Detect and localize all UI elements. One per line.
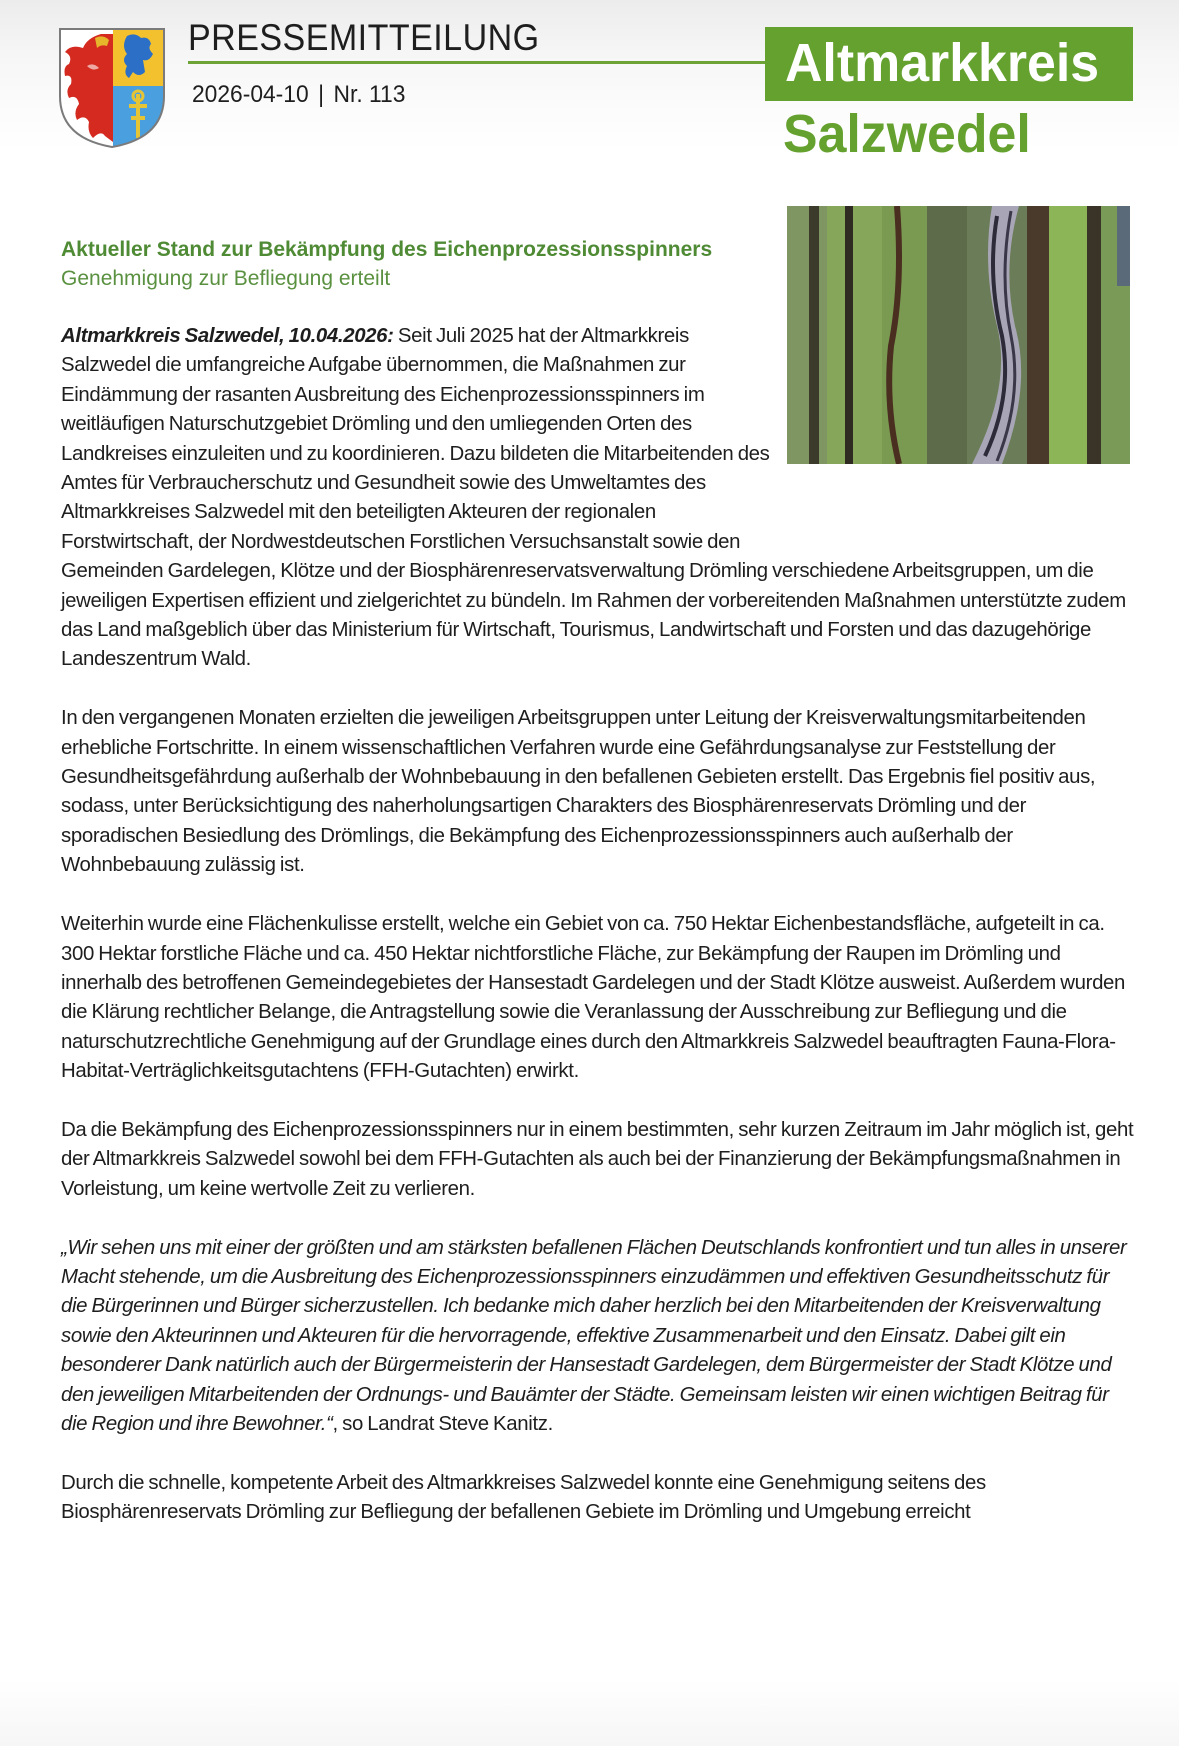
letterhead: [0, 0, 1179, 180]
photo-placeholder: [776, 322, 1136, 552]
brand-logo-line1: Altmarkkreis: [785, 33, 1100, 93]
press-release-meta: [192, 81, 405, 109]
article-headline: Aktueller Stand zur Bekämpfung des Eichenprozessionsspinners: [61, 238, 713, 261]
article-paragraph-3: Weiterhin wurde eine Flächenkulisse erstellt, welche ein Gebiet von ca. 750 Hektar Eichenbestandsfläche, aufgeteilt in ca. 300 Hektar forstliche Fläche und ca. 450 Hektar nichtforstliche Fläche, zur Bekämpfung der Raupen im Drömling und innerhalb des betroffenen Gemeindegebietes der Hansestadt Gardelegen und der Stadt Klötze ausweist. Außerdem wurden die Klärung rechtlicher Belange, die Antragstellung sowie die Veranlassung der Ausschreibung zur Befliegung und die naturschutzrechtliche Genehmigung auf der Grundlage eines durch den Altmarkkreis Salzwedel beauftragten Fauna-Flora-Habitat-Verträglichkeitsgutachtens (FFH-Gutachten) erwirkt.: [61, 913, 1126, 1083]
quote-attribution: , so Landrat Steve Kanitz.: [332, 1412, 553, 1435]
brand-logo-line2: Salzwedel: [783, 104, 1031, 164]
header-divider: [188, 61, 768, 64]
article-closing-paragraph: Durch die schnelle, kompetente Arbeit des Altmarkkreises Salzwedel konnte eine Genehmigung seitens des Biosphärenreservats Drömling zur Befliegung der befallenen Gebiete im Drömling und Umgebung erreicht: [61, 1471, 986, 1524]
paragraph-text: Seit Juli 2025 hat der Altmarkkreis Salzwedel die umfangreiche Aufgabe übernommen, die Maßnahmen zur Eindämmung der rasanten Ausbreitung des Eichenprozessionsspinners im weitläufigen Naturschutzgebiet Drömling und den umliegenden Orten des Landkreises einzuleiten und zu koordinieren. Dazu bildeten die Mitarbeitenden des Amtes für Verbraucherschutz und Gesundheit sowie des Umweltamtes des Altmarkkreises Salzwedel mit den beteiligten Akteuren der regionalen Forstwirtschaft, der Nordwestdeutschen Forstlichen Versuchsanstalt sowie den Gemeinden Gardelegen, Klötze und der Biosphärenreservatsverwaltung Drömling verschiedene Arbeitsgruppen, um die jeweiligen Expertisen effizient und zielgerichtet zu bündeln. Im Rahmen der vorbereitenden Maßnahmen unterstützte zudem das Land maßgeblich über das Ministerium für Wirtschaft, Tourismus, Landwirtschaft und Forsten und das dazugehörige Landeszentrum Wald.: [61, 325, 1126, 671]
article-subheadline: Genehmigung zur Befliegung erteilt: [61, 267, 391, 290]
release-number: Nr. 113: [333, 81, 406, 108]
quote-text: „Wir sehen uns mit einer der größten und am stärksten befallenen Flächen Deutschlands konfrontiert und tun alles in unserer Macht stehende, um die Ausbreitung des Eichenprozessionsspinners einzudämmen und effektiven Gesundheitsschutz für die Bürgerinnen und Bürger sicherzustellen. Ich bedanke mich daher herzlich bei den Mitarbeitenden der Kreisverwaltung sowie den Akteurinnen und Akteuren für die hervorragende, effektive Zusammenarbeit und den Einsatz. Dabei gilt ein besonderer Dank natürlich auch der Bürgermeisterin der Hansestadt Gardelegen, dem Bürgermeister der Stadt Klötze und den jeweiligen Mitarbeitenden der Ordnungs- und Bauämter der Städte. Gemeinsam leisten wir einen wichtigen Beitrag für die Region und ihre Bewohner.“: [61, 1236, 1127, 1435]
release-date: 2026-04-10: [192, 81, 309, 108]
article-paragraph-4: Da die Bekämpfung des Eichenprozessionsspinners nur in einem bestimmten, sehr kurzen Zeitraum im Jahr möglich ist, geht der Altmarkkreis Salzwedel sowohl bei dem FFH-Gutachten als auch bei der Finanzierung der Bekämpfungsmaßnahmen in Vorleistung, um keine wertvolle Zeit zu verlieren.: [61, 1118, 1134, 1200]
dateline: Altmarkkreis Salzwedel, 10.04.2026:: [61, 325, 394, 347]
article-quote-paragraph: [61, 1234, 1136, 1440]
article: [61, 235, 1136, 1528]
meta-separator: |: [318, 81, 325, 108]
brand-logo-box: [765, 27, 1133, 101]
coat-of-arms-icon: [57, 26, 167, 150]
article-paragraph-2: In den vergangenen Monaten erzielten die jeweiligen Arbeitsgruppen unter Leitung der Kreisverwaltungsmitarbeitenden erhebliche Fortschritte. In einem wissenschaftlichen Verfahren wurde eine Gefährdungsanalyse zur Feststellung der Gesundheitsgefährdung außerhalb der Wohnbebauung in den befallenen Gebieten erstellt. Das Ergebnis fiel positiv aus, sodass, unter Berücksichtigung des naherholungsartigen Charakters des Biosphärenreservats Drömling und der sporadischen Besiedlung des Drömlings, die Bekämpfung des Eichenprozessionsspinners auch außerhalb der Wohnbebauung zulässig ist.: [61, 707, 1096, 877]
page-title: PRESSEMITTEILUNG: [188, 17, 540, 58]
